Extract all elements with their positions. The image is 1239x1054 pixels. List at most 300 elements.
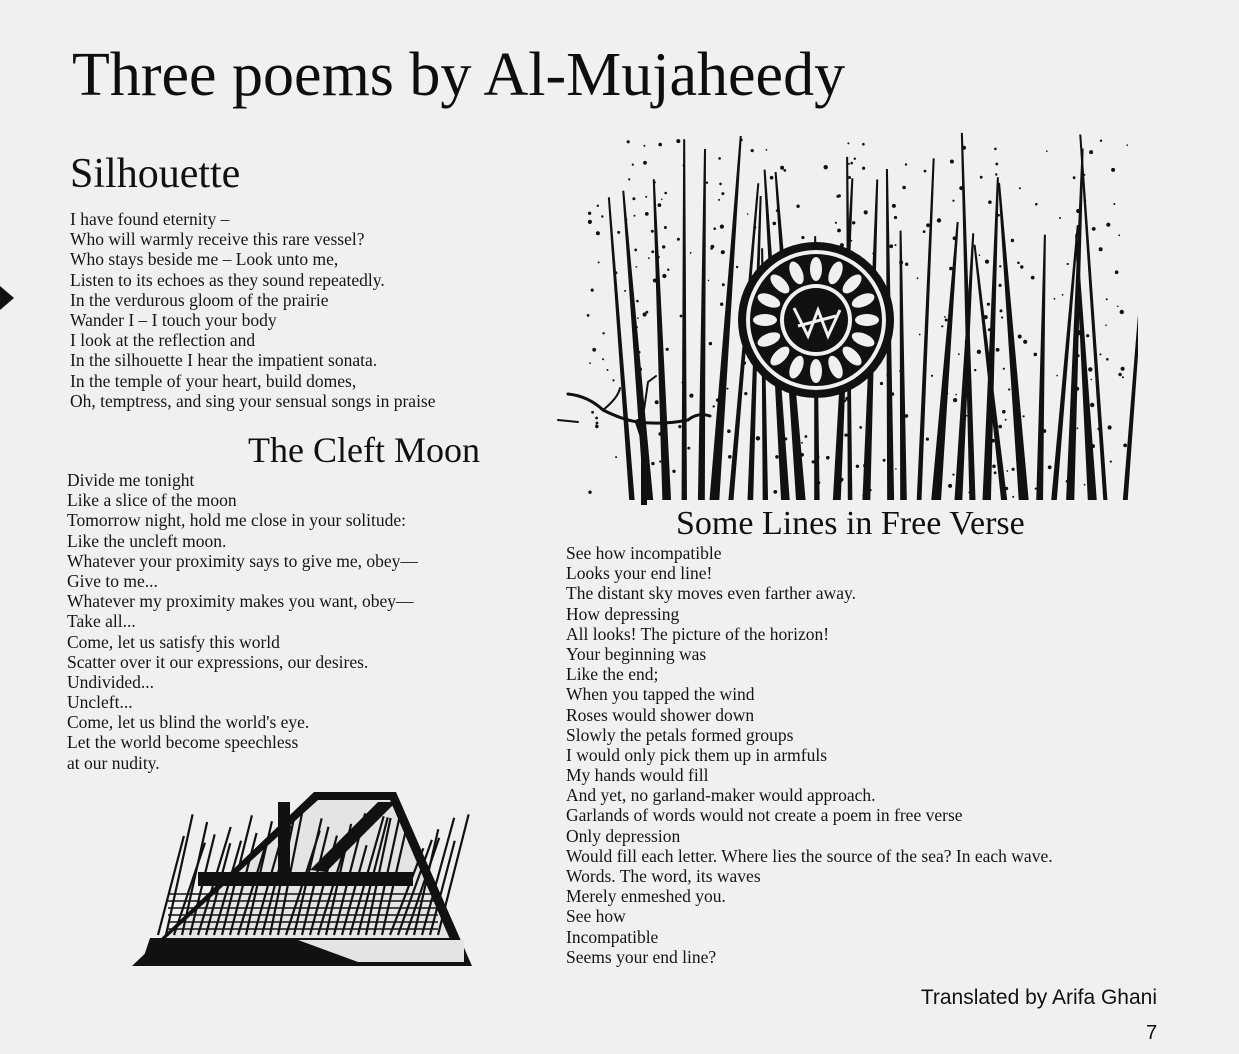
stipple-dot xyxy=(720,303,723,306)
stipple-dot xyxy=(999,284,1002,287)
stipple-dot xyxy=(801,236,804,239)
poem-title-silhouette: Silhouette xyxy=(70,151,241,197)
reed-stroke xyxy=(1123,230,1138,500)
stipple-dot xyxy=(634,215,636,217)
stipple-dot xyxy=(995,163,998,166)
stipple-dot xyxy=(634,249,637,252)
poem-line: Take all... xyxy=(67,611,136,632)
stipple-dot xyxy=(851,240,853,242)
stipple-dot xyxy=(1059,217,1061,219)
poem-line: When you tapped the wind xyxy=(566,684,755,705)
reed-stroke xyxy=(608,197,635,500)
stipple-dot xyxy=(661,199,663,201)
stipple-dot xyxy=(1054,298,1056,300)
stipple-dot xyxy=(677,238,680,241)
stipple-dot xyxy=(720,225,724,229)
stipple-dot xyxy=(894,216,897,219)
stipple-dot xyxy=(1086,334,1089,337)
stipple-dot xyxy=(607,369,609,371)
stipple-dot xyxy=(591,411,594,414)
stipple-dot xyxy=(636,300,639,303)
stipple-dot xyxy=(1008,388,1010,390)
poem-line: Come, let us satisfy this world xyxy=(67,631,280,652)
stipple-dot xyxy=(689,394,693,398)
stipple-dot xyxy=(889,244,893,248)
stipple-dot xyxy=(844,400,846,402)
poem-line: Undivided... xyxy=(67,671,155,692)
stipple-dot xyxy=(1091,379,1093,381)
stipple-dot xyxy=(1000,309,1003,312)
stipple-dot xyxy=(1034,353,1038,357)
stipple-dot xyxy=(728,455,732,459)
stipple-dot xyxy=(1115,270,1119,274)
poem-line: I have found eternity – xyxy=(70,209,230,229)
stipple-dot xyxy=(654,181,656,183)
stipple-dot xyxy=(666,348,669,351)
stipple-dot xyxy=(773,490,777,494)
reed-stroke xyxy=(698,149,706,500)
stipple-dot xyxy=(1081,180,1085,184)
stipple-dot xyxy=(1077,331,1081,335)
poem-line: See how incompatible xyxy=(566,543,722,563)
stipple-dot xyxy=(979,254,981,256)
stipple-dot xyxy=(1056,375,1058,377)
stipple-dot xyxy=(655,400,659,404)
poem-line: Seems your end line? xyxy=(566,946,717,967)
stipple-dot xyxy=(1113,203,1115,205)
poem-cleft-moon xyxy=(67,470,418,773)
stipple-dot xyxy=(1088,367,1092,371)
stipple-dot xyxy=(994,471,997,474)
stipple-dot xyxy=(1073,338,1076,341)
stipple-dot xyxy=(1019,187,1021,189)
reed-stroke xyxy=(682,139,687,500)
stipple-dot xyxy=(743,361,746,364)
stipple-dot xyxy=(824,165,828,169)
stipple-dot xyxy=(776,209,779,212)
stipple-dot xyxy=(591,289,594,292)
stipple-dot xyxy=(680,315,683,318)
stipple-dot xyxy=(601,215,603,217)
stipple-dot xyxy=(1090,403,1094,407)
reed-stroke xyxy=(1075,234,1097,500)
stipple-dot xyxy=(998,425,1002,429)
stipple-dot xyxy=(1017,262,1020,265)
stipple-dot xyxy=(985,260,989,264)
stipple-dot xyxy=(1091,444,1095,448)
stipple-dot xyxy=(589,362,591,364)
stipple-dot xyxy=(1099,353,1101,355)
poem-line: Would fill each letter. Where lies the source of the sea? In each wave. xyxy=(566,845,1053,866)
stipple-dot xyxy=(756,436,760,440)
poem-title-cleft-moon: The Cleft Moon xyxy=(248,430,480,470)
stipple-dot xyxy=(727,429,731,433)
stipple-dot xyxy=(955,394,957,396)
stipple-dot xyxy=(744,392,747,395)
stipple-dot xyxy=(1097,428,1100,431)
poem-line: Garlands of words would not create a poem in free verse xyxy=(566,805,963,826)
stipple-dot xyxy=(923,230,926,233)
stipple-dot xyxy=(1106,298,1108,300)
stipple-dot xyxy=(880,382,883,385)
stipple-dot xyxy=(664,226,667,229)
stipple-dot xyxy=(747,213,749,215)
stipple-dot xyxy=(1106,358,1109,361)
stipple-dot xyxy=(587,314,590,317)
poem-line: Tomorrow night, hold me close in your solitude: xyxy=(67,510,407,531)
stipple-dot xyxy=(996,348,1000,352)
stipple-dot xyxy=(687,447,690,450)
reeds-sun-illustration xyxy=(548,120,1138,505)
stipple-dot xyxy=(617,231,620,234)
stipple-dot xyxy=(926,223,930,227)
hatch-line xyxy=(438,814,469,935)
poem-line: Like the uncleft moon. xyxy=(67,530,227,551)
stipple-dot xyxy=(643,161,647,165)
stipple-dot xyxy=(753,226,756,229)
poem-line: Divide me tonight xyxy=(67,470,195,490)
stipple-dot xyxy=(598,261,600,263)
stipple-dot xyxy=(718,478,720,480)
stipple-dot xyxy=(816,455,819,458)
stipple-dot xyxy=(1089,150,1093,154)
stipple-dot xyxy=(1006,470,1008,472)
stipple-dot xyxy=(682,381,684,383)
stipple-dot xyxy=(948,484,952,488)
stipple-dot xyxy=(1120,310,1124,314)
stipple-dot xyxy=(962,146,966,150)
stipple-dot xyxy=(840,480,843,483)
stipple-dot xyxy=(980,176,983,179)
stipple-dot xyxy=(727,388,729,390)
stipple-dot xyxy=(1092,227,1096,231)
stipple-dot xyxy=(988,406,990,408)
stipple-dot xyxy=(1084,484,1086,486)
stipple-dot xyxy=(648,257,650,259)
stipple-dot xyxy=(950,160,954,164)
page-title: Three poems by Al-Mujaheedy xyxy=(72,41,846,109)
stipple-dot xyxy=(859,426,862,429)
stipple-dot xyxy=(588,491,591,494)
stipple-dot xyxy=(1035,203,1038,206)
stipple-dot xyxy=(1076,209,1080,213)
poem-line: And yet, no garland-maker would approach. xyxy=(566,785,876,806)
stipple-dot xyxy=(902,186,906,190)
stipple-dot xyxy=(1012,395,1016,399)
poem-line: Who will warmly receive this rare vessel? xyxy=(70,229,365,250)
stipple-dot xyxy=(941,325,943,327)
stipple-dot xyxy=(710,247,713,250)
stipple-dot xyxy=(1111,168,1115,172)
stipple-dot xyxy=(1066,480,1069,483)
stipple-dot xyxy=(1001,316,1003,318)
stipple-dot xyxy=(863,464,867,468)
poem-line: I would only pick them up in armfuls xyxy=(566,744,828,765)
stipple-dot xyxy=(651,250,654,253)
stipple-dot xyxy=(862,167,865,170)
stipple-dot xyxy=(588,220,592,224)
poem-line: All looks! The picture of the horizon! xyxy=(566,623,830,644)
stipple-dot xyxy=(653,279,657,283)
stipple-dot xyxy=(1100,140,1102,142)
stipple-dot xyxy=(917,277,919,279)
stipple-dot xyxy=(944,402,946,404)
stipple-dot xyxy=(602,358,604,360)
stipple-dot xyxy=(817,481,820,484)
stipple-dot xyxy=(640,402,642,404)
poem-line: Who stays beside me – Look unto me, xyxy=(70,249,339,270)
stipple-dot xyxy=(667,269,669,271)
poem-line: Your beginning was xyxy=(566,643,707,664)
stipple-dot xyxy=(602,332,604,334)
stipple-dot xyxy=(836,451,838,453)
stipple-dot xyxy=(895,468,897,470)
stipple-dot xyxy=(713,227,716,230)
stipple-dot xyxy=(895,244,897,246)
stipple-dot xyxy=(638,351,641,354)
stipple-dot xyxy=(945,319,948,322)
stipple-dot xyxy=(935,477,937,479)
stipple-dot xyxy=(637,317,639,319)
stipple-dot xyxy=(592,348,596,352)
stipple-dot xyxy=(953,236,957,240)
stipple-dot xyxy=(952,474,954,476)
poem-title-free-verse: Some Lines in Free Verse xyxy=(676,505,1025,542)
stipple-dot xyxy=(927,272,929,274)
reed-stroke xyxy=(917,158,935,500)
stipple-dot xyxy=(1040,482,1043,485)
stipple-dot xyxy=(987,303,990,306)
stipple-dot xyxy=(1048,465,1052,469)
stipple-dot xyxy=(597,205,599,207)
stipple-dot xyxy=(722,351,726,355)
stipple-dot xyxy=(805,435,808,438)
stipple-dot xyxy=(1035,488,1037,490)
poem-line: In the temple of your heart, build domes, xyxy=(70,370,357,391)
stipple-dot xyxy=(1123,444,1127,448)
stipple-dot xyxy=(713,405,715,407)
reed-stroke xyxy=(1036,235,1046,500)
stipple-dot xyxy=(926,438,929,441)
stipple-dot xyxy=(709,342,712,345)
stipple-dot xyxy=(676,139,680,143)
stipple-dot xyxy=(800,453,804,457)
stipple-dot xyxy=(678,425,681,428)
stipple-dot xyxy=(1005,487,1008,490)
poem-line: Listen to its echoes as they sound repeatedly. xyxy=(70,269,385,290)
stipple-dot xyxy=(658,143,662,147)
stipple-dot xyxy=(1126,144,1128,146)
stipple-dot xyxy=(751,149,754,152)
stipple-dot xyxy=(864,210,868,214)
stipple-dot xyxy=(1018,335,1022,339)
stipple-dot xyxy=(812,460,815,463)
stipple-dot xyxy=(854,158,856,160)
stipple-dot xyxy=(872,253,874,255)
stipple-dot xyxy=(780,166,784,170)
stipple-dot xyxy=(706,182,708,184)
stipple-dot xyxy=(826,456,830,460)
stipple-dot xyxy=(1023,415,1025,417)
stipple-dot xyxy=(1106,223,1110,227)
stipple-dot xyxy=(931,375,933,377)
poem-line: See how xyxy=(566,906,626,927)
stipple-dot xyxy=(615,456,617,458)
stipple-dot xyxy=(1043,429,1047,433)
poem-line: Give to me... xyxy=(67,570,158,591)
translator-credit: Translated by Arifa Ghani xyxy=(920,986,1157,1009)
stipple-dot xyxy=(662,274,666,278)
stipple-dot xyxy=(721,192,724,195)
stipple-dot xyxy=(835,222,837,224)
stipple-dot xyxy=(844,434,847,437)
stipple-dot xyxy=(624,290,626,292)
stipple-dot xyxy=(1005,419,1007,421)
stipple-dot xyxy=(1117,306,1119,308)
poem-line: Only depression xyxy=(566,825,681,846)
stipple-dot xyxy=(838,194,841,197)
stipple-dot xyxy=(796,205,799,208)
stipple-dot xyxy=(1077,354,1080,357)
stipple-dot xyxy=(905,263,908,266)
stipple-dot xyxy=(1073,176,1076,179)
stipple-dot xyxy=(627,140,630,143)
poem-line: Whatever your proximity says to give me, obey— xyxy=(67,550,418,571)
stipple-dot xyxy=(991,374,994,377)
stipple-dot xyxy=(794,425,796,427)
stipple-dot xyxy=(662,245,665,248)
stipple-dot xyxy=(651,462,654,465)
stipple-dot xyxy=(965,340,969,344)
stipple-dot xyxy=(1108,425,1112,429)
stipple-dot xyxy=(662,409,665,412)
stipple-dot xyxy=(1003,368,1005,370)
stipple-dot xyxy=(848,163,850,165)
stipple-dot xyxy=(659,460,661,462)
stipple-dot xyxy=(651,230,654,233)
stipple-dot xyxy=(736,266,738,268)
stipple-dot xyxy=(784,437,787,440)
stipple-dot xyxy=(968,492,970,494)
sun-petal xyxy=(810,359,822,383)
stipple-dot xyxy=(1084,199,1086,201)
poem-line: Come, let us blind the world's eye. xyxy=(67,712,310,733)
stipple-dot xyxy=(801,442,803,444)
stipple-dot xyxy=(988,328,991,331)
stipple-dot xyxy=(612,379,614,381)
stipple-dot xyxy=(891,392,895,396)
stipple-dot xyxy=(643,312,647,316)
stipple-dot xyxy=(1011,239,1014,242)
stipple-dot xyxy=(1023,340,1027,344)
stipple-dot xyxy=(628,178,630,180)
reed-stroke xyxy=(931,222,958,500)
poem-line: How depressing xyxy=(566,603,680,624)
stipple-dot xyxy=(1067,263,1069,265)
poem-line: In the verdurous gloom of the prairie xyxy=(70,289,329,310)
stipple-dot xyxy=(719,183,722,186)
stipple-dot xyxy=(614,271,617,274)
stipple-dot xyxy=(684,443,686,445)
stipple-dot xyxy=(1099,247,1103,251)
stipple-dot xyxy=(966,415,968,417)
stipple-dot xyxy=(783,169,786,172)
stipple-dot xyxy=(775,455,779,459)
stipple-dot xyxy=(856,465,859,468)
stipple-dot xyxy=(595,425,599,429)
stipple-dot xyxy=(632,164,634,166)
stipple-dot xyxy=(1076,329,1079,332)
stipple-dot xyxy=(773,222,777,226)
stipple-dot xyxy=(977,350,981,354)
poem-line: Incompatible xyxy=(566,926,659,947)
poem-line: Roses would shower down xyxy=(566,704,755,725)
stipple-dot xyxy=(596,422,599,425)
stipple-dot xyxy=(718,157,721,160)
stipple-dot xyxy=(658,203,662,207)
stipple-dot xyxy=(643,145,645,147)
stipple-dot xyxy=(924,170,927,173)
stipple-dot xyxy=(638,367,642,371)
stipple-dot xyxy=(992,465,996,469)
stipple-dot xyxy=(994,148,997,151)
poem-line: In the silhouette I hear the impatient sonata. xyxy=(70,350,378,371)
stipple-dot xyxy=(635,266,637,268)
poem-line: Let the world become speechless xyxy=(67,732,299,753)
stipple-dot xyxy=(845,397,849,401)
stipple-dot xyxy=(905,414,909,418)
stipple-dot xyxy=(886,374,889,377)
stipple-dot xyxy=(636,326,638,328)
triangle-illustration xyxy=(128,790,476,970)
page-edge-marker xyxy=(0,286,14,310)
reed-stroke xyxy=(900,231,907,500)
stipple-dot xyxy=(959,186,963,190)
stipple-dot xyxy=(1105,324,1107,326)
stipple-dot xyxy=(1083,174,1085,176)
stipple-dot xyxy=(658,432,661,435)
stipple-dot xyxy=(657,256,660,259)
reed-stroke xyxy=(653,179,671,500)
stipple-dot xyxy=(837,229,841,233)
stipple-dot xyxy=(905,163,907,165)
poem-line: Oh, temptress, and sing your sensual songs in praise xyxy=(70,390,436,411)
stipple-dot xyxy=(1118,373,1121,376)
poem-line: Like the end; xyxy=(566,664,659,685)
poem-silhouette xyxy=(70,209,436,411)
branch-twig xyxy=(558,376,710,505)
stipple-dot xyxy=(974,369,976,371)
stipple-dot xyxy=(862,143,865,146)
stipple-dot xyxy=(952,200,954,202)
poem-line: I look at the reflection and xyxy=(70,330,256,351)
stipple-dot xyxy=(1031,276,1035,280)
stipple-dot xyxy=(937,218,941,222)
poem-line: Uncleft... xyxy=(67,692,133,713)
sun-petal xyxy=(810,257,822,281)
stipple-dot xyxy=(835,473,838,476)
stipple-dot xyxy=(770,176,774,180)
stipple-dot xyxy=(1012,496,1014,498)
stipple-dot xyxy=(991,439,995,443)
poem-line: The distant sky moves even farther away. xyxy=(566,583,856,604)
stipple-dot xyxy=(988,200,992,204)
poem-line: Wander I – I touch your body xyxy=(70,309,277,330)
stipple-dot xyxy=(1077,427,1079,429)
stipple-dot xyxy=(664,192,667,195)
stipple-dot xyxy=(766,149,768,151)
stipple-dot xyxy=(645,196,647,198)
